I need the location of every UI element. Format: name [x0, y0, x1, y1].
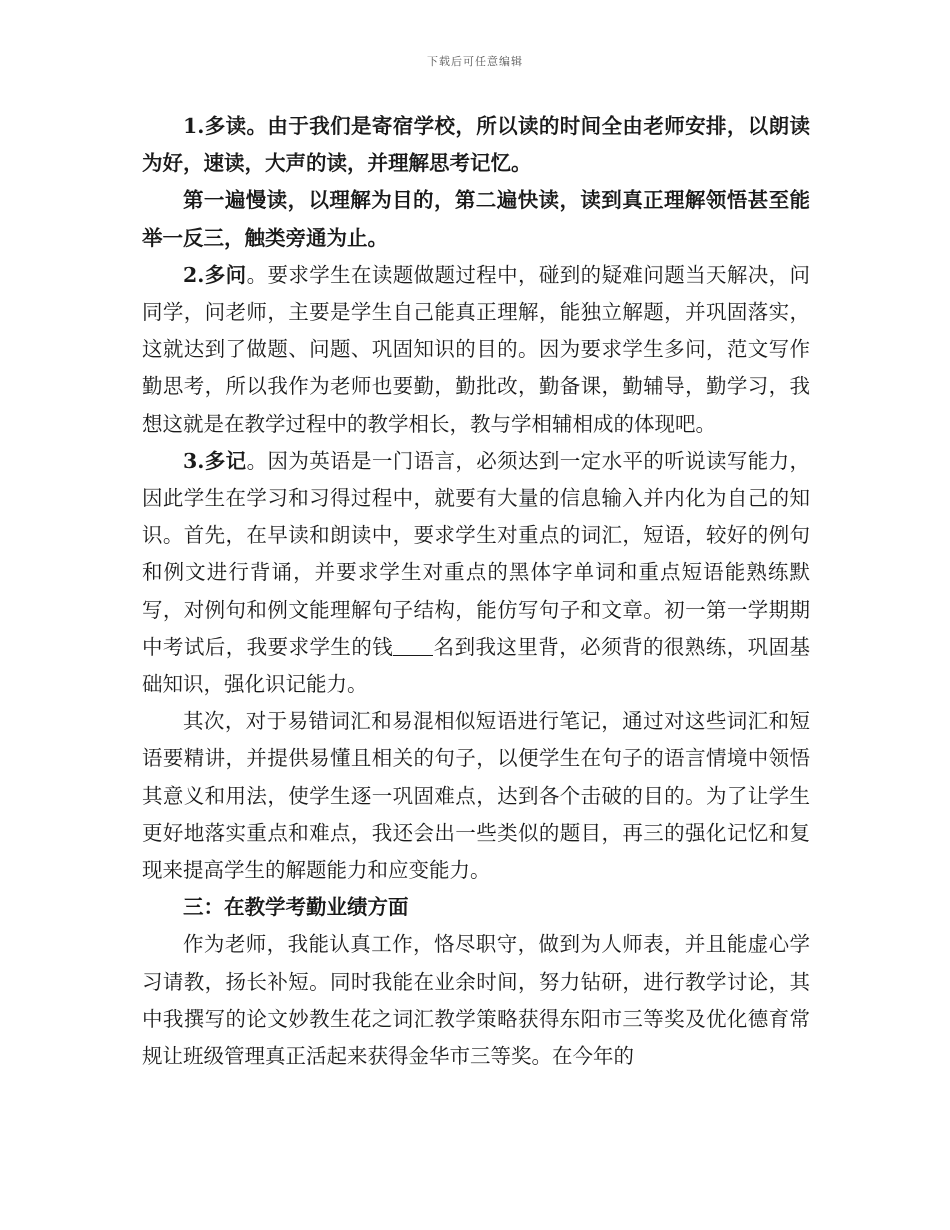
paragraph-ask-more-body: 。要求学生在读题做题过程中，碰到的疑难问题当天解决，问同学，问老师，主要是学生自己能真正理解，能独立解题，并巩固落实，这就达到了做题、问题、巩固知识的目的。因为要求学生多问，范文写作勤思考，所以我作为老师也要勤，勤批改，勤备课，勤辅导，勤学习，我想这就是在教学过程中的教学相长，教与学相辅相成的体现吧。: [142, 262, 811, 436]
section-heading: 三：在教学考勤业绩方面: [183, 895, 409, 920]
paragraph-memorize-more-body-b: 名到我这里背，必须背的很熟练，巩固基础知识，强化识记能力。: [142, 634, 811, 697]
paragraph-secondly: 其次，对于易错词汇和易混相似短语进行笔记，通过对这些词汇和短语要精讲，并提供易懂且相关的句子，以便学生在句子的语言情境中领悟其意义和用法，使学生逐一巩固难点，达到各个击破的目的。为了让学生更好地落实重点和难点，我还会出一些类似的题目，再三的强化记忆和复现来提高学生的解题能力和应变能力。: [142, 709, 810, 883]
paragraph-memorize-more-lead: 3.多记: [183, 448, 247, 473]
document-body: [142, 108, 810, 1075]
paragraph-read-more: 1.多读。由于我们是寄宿学校，所以读的时间全由老师安排，以朗读为好，速读，大声的读，并理解思考记忆。: [142, 114, 810, 176]
paragraph-ask-more-lead: 2.多问: [183, 262, 247, 287]
paragraph-memorize-more-body-a: 。因为英语是一门语言，必须达到一定水平的听说读写能力，因此学生在学习和习得过程中，就要有大量的信息输入并内化为自己的知识。首先，在早读和朗读中，要求学生对重点的词汇，短语，较好的例句和例文进行背诵，并要求学生对重点的黑体字单词和重点短语能熟练默写，对例句和例文能理解句子结构，能仿写句子和文章。初一第一学期期中考试后，我要求学生的钱: [142, 448, 811, 659]
fill-in-blank: [393, 634, 433, 656]
paragraph-reading-method: 第一遍慢读，以理解为目的，第二遍快读，读到真正理解领悟甚至能举一反三，触类旁通为止。: [142, 188, 810, 250]
paragraph-memorize-more: [142, 443, 810, 703]
page-header: 下载后可任意编辑: [427, 55, 523, 68]
paragraph-ask-more: [142, 257, 810, 443]
paragraph-as-teacher: 作为老师，我能认真工作，恪尽职守，做到为人师表，并且能虚心学习请教，扬长补短。同时我能在业余时间，努力钻研，进行教学讨论，其中我撰写的论文妙教生花之词汇教学策略获得东阳市三等奖及优化德育常规让班级管理真正活起来获得金华市三等奖。在今年的: [142, 932, 810, 1069]
